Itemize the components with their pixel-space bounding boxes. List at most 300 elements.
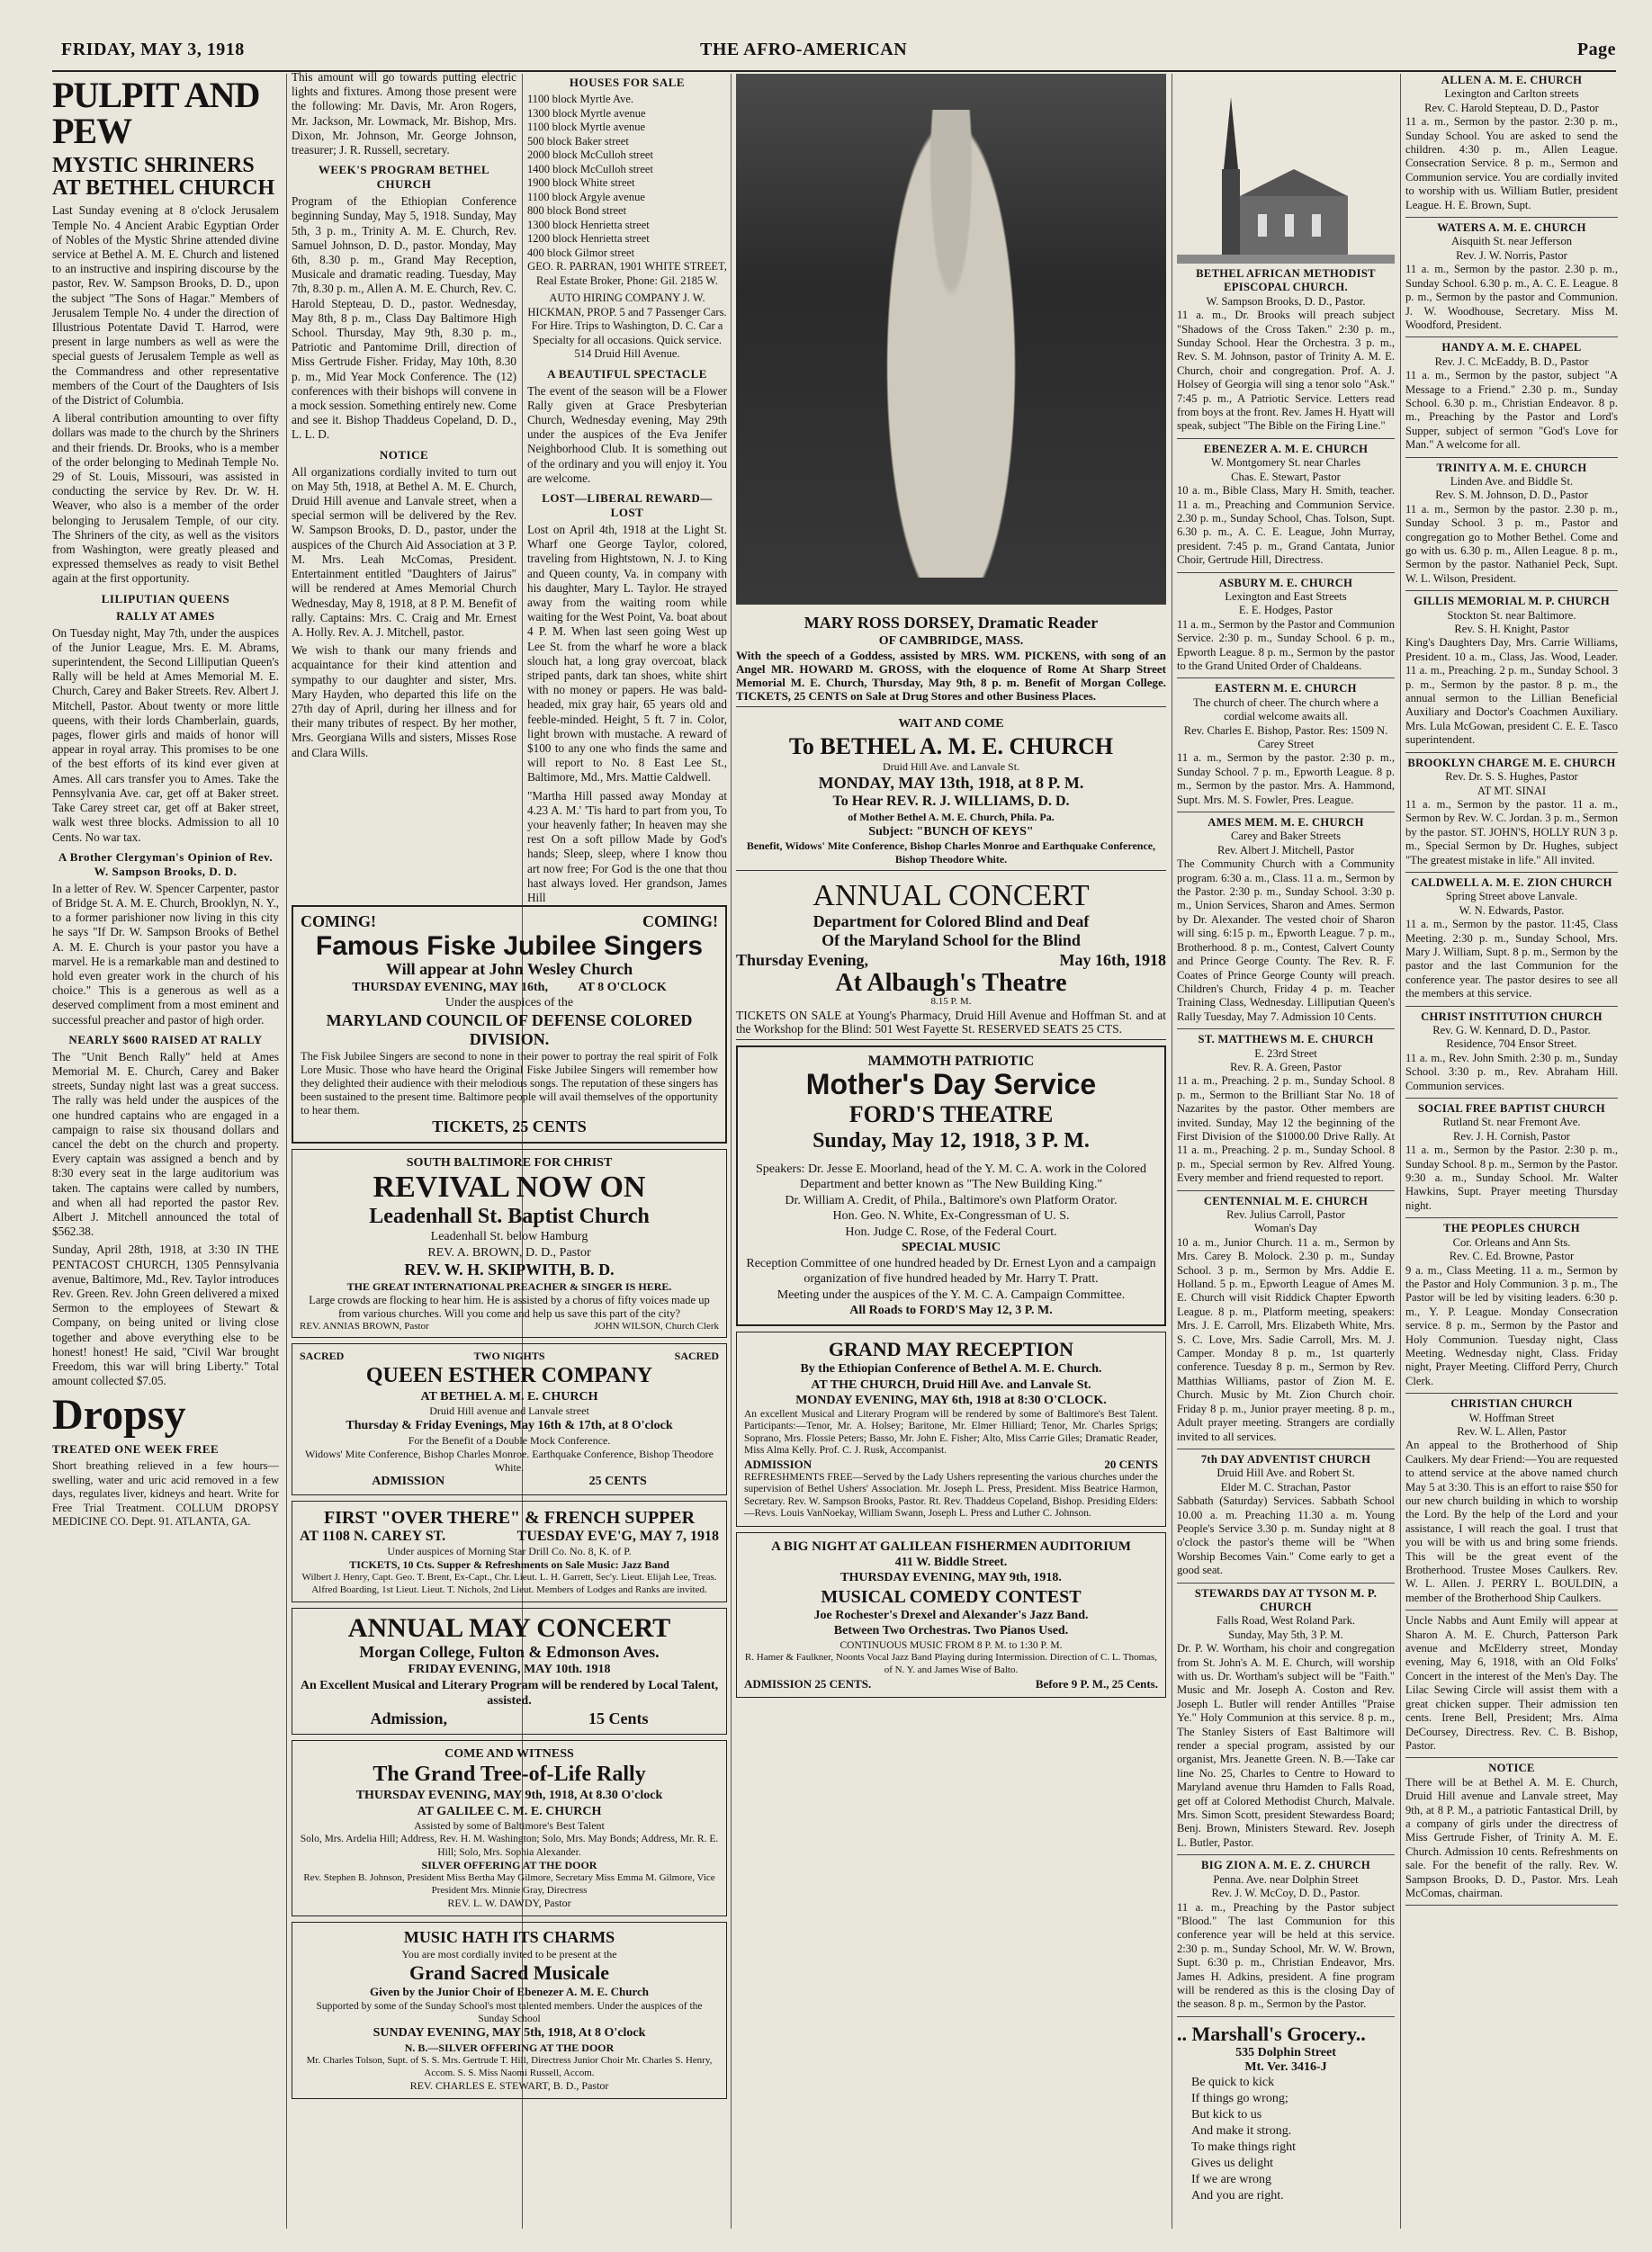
marshall-phone: Mt. Ver. 3416-J [1244, 2059, 1327, 2074]
church-pastor: Rev. R. A. Green, Pastor [1230, 1060, 1342, 1073]
church-listing [1405, 1758, 1618, 1906]
revival-preacher: REV. W. H. SKIPWITH, B. D. [404, 1261, 615, 1279]
marshall-title: .. Marshall's Grocery.. [1177, 2022, 1366, 2045]
church-body: Sabbath (Saturday) Services. Sabbath School 10.00 a. m. Preaching 11.30 a. m. Young People's Service 3.30 p. m. Sunday night at 8 o'clock the pastor's theme will be "When Worship Becomes Vain." Come early to get a good seat. [1177, 1494, 1395, 1577]
notice-para: All organizations cordially invited to turn out on May 5th, 1918, at Bethel A. M. E. Church, Druid Hill avenue and Lanvale street, when a special sermon will be delivered by the Rev. W. Sampson Brooks, D. D., pastor, under the auspices of the Church Aid Association at 3 P. M. Mrs. Leah McComas, President. Entertainment entitled "Daughters of Jairus" will be rendered at Ames Memorial Church Wednesday, May 8, 1918, at 8 P. M. Benefit of rally. Captains: Mrs. C. Craig and Mr. Ernest A. Holly. Rev. A. J. Mitchell, pastor. [292, 464, 516, 639]
mothers-title: Mother's Day Service [805, 1068, 1097, 1101]
church-address: Lexington and East Streets [1225, 589, 1347, 603]
over-there-under: Under auspices of Morning Star Drill Co. No. 8, K. of P. [387, 1544, 632, 1557]
church-pastor: E. E. Hodges, Pastor [1238, 604, 1333, 617]
week-program-para: Program of the Ethiopian Conference beginning Sunday, May 5, 1918. Sunday, May 5th, 3 p. m., Trinity A. M. E. Church, Rev. Samuel Johnson, D. D., pastor. Monday, May 6th, 8.30 p. m., Grand May Reception, Musicale and dramatic reading. Tuesday, May 7th, 8.30 p. m., Allen A. M. E. Church, Rev. C. Harold Stepteau, D. D., pastor. Wednesday, May 8th, 8 p. m., Class Day Baltimore High School. Thursday, May 9th, 8.30 p. m., Patriotic and Pantomime Drill, direction of Miss Gertrude Fisher. Friday, May 10th, 8.30 p. m., Mid Year Mock Conference. The (12) conferences with their bishops will convene in a mock session. Something entirely new. Come and see it. Bishop Thaddeus Copeland, D. D., L. L. D. [292, 194, 516, 442]
church-listing [1177, 678, 1395, 812]
marshall-grocery-ad [1177, 2023, 1395, 2204]
house-listing: 1400 block McCulloh street [527, 162, 653, 175]
church-pastor: Rev. C. Ed. Browne, Pastor [1449, 1250, 1575, 1263]
tree-assist: Assisted by some of Baltimore's Best Talent [414, 1819, 605, 1833]
blind-when-left: Thursday Evening, [736, 950, 869, 969]
church-address: Stockton St. near Baltimore. [1447, 608, 1576, 622]
church-pastor: Rev. J. W. Norris, Pastor [1456, 248, 1567, 262]
church-body: 11 a. m., Rev. John Smith. 2:30 p. m., Sunday School. 3:30 p. m., Rev. Abraham Hill. Communion services. [1405, 1051, 1618, 1092]
column-6 [1405, 70, 1618, 2225]
fiske-date: THURSDAY EVENING, MAY 16th, [352, 980, 548, 994]
tree-silver: SILVER OFFERING AT THE DOOR [421, 1858, 597, 1871]
shriners-para-1: Last Sunday evening at 8 o'clock Jerusalem Temple No. 4 Ancient Arabic Egyptian Order of Nobles of the Mystic Shrine attended divine service at Bethel A. M. E. Church and listened to an instructive and inspiring discourse by the pastor, Rev. W. Sampson Brooks, D. D., upon the subject "The Sons of Hagar." Members of Jerusalem Temple No. 4 under the direction of Illustrious Potentate David T. Harrod, were present in large numbers as well as were the special guests of Jerusalem Temple as well as the Commandress and other representative members of the Court of the Daughters of Isis of the District of Columbia. [52, 203, 279, 408]
church-pastor: W. N. Edwards, Pastor. [1459, 903, 1565, 917]
mothers-top: MAMMOTH PATRIOTIC [867, 1054, 1035, 1070]
wait-top: WAIT AND COME [898, 717, 1004, 731]
revival-pastor: REV. A. BROWN, D. D., Pastor [427, 1245, 591, 1260]
house-listing: 1100 block Argyle avenue [527, 190, 645, 203]
church-body: King's Daughters Day, Mrs. Carrie Williams, President. 10 a. m., Class, Jas. Wood, Leader. 11 a. m., Preaching. 2 p. m., Sunday School. 3 p. m., Sermon by the pastor. 8 p. m., the annual sermon to the Lillian Beneficial Auxiliary and Doctor's Coachmen Auxiliary. Mrs. Lula McGowan, president C. E. E. Tasco superintendent. [1405, 636, 1618, 747]
revival-ad [292, 1149, 727, 1338]
church-address: The church of cheer. The church where a cordial welcome awaits all. [1192, 695, 1379, 723]
church-address: Spring Street above Lanvale. [1445, 890, 1578, 903]
spectacle-para: The event of the season will be a Flower Rally given at Grace Presbyterian Church, Wednesday evening, May 29th under the auspices of the Eva Jenifer Neighborhood Club. It is something out of the ordinary and you will enjoy it. You are welcome. [527, 383, 727, 485]
musicale-ad [292, 1922, 727, 2099]
masthead-page: Page [1576, 40, 1616, 59]
church-listing [1177, 812, 1395, 1029]
galilean-addr: 411 W. Biddle Street. [894, 1555, 1008, 1569]
wait-of: of Mother Bethel A. M. E. Church, Phila. Pa. [848, 810, 1055, 823]
wait-hear: To Hear REV. R. J. WILLIAMS, D. D. [832, 794, 1070, 810]
church-listing [1405, 1099, 1618, 1218]
verse-line: If we are wrong [1191, 2172, 1272, 2186]
tree-of-life-ad [292, 1740, 727, 1917]
church-tower-illustration [1177, 70, 1395, 264]
fiske-title: Famous Fiske Jubilee Singers [315, 930, 704, 961]
church-pastor: Rev. S. H. Knight, Pastor [1454, 623, 1569, 636]
liliputian-heading: LILIPUTIAN QUEENS [101, 591, 230, 606]
opinion-para: In a letter of Rev. W. Spencer Carpenter, pastor of Bridge St. A. M. E. Church, Brooklyn, N. Y., to a former parishioner now living in this city he says "If Dr. W. Sampson Brooks of Bethel A. M. E. Church is your pastor you have a marvel. He is a remarkable man and destined to hold even greater work in the church of his choice." This is a generous as well as a deserved compliment from a most eminent and successful preacher and pastor of high order. [52, 881, 279, 1027]
shriners-heading: MYSTIC SHRINERS AT BETHEL CHURCH [52, 154, 275, 201]
marshall-addr: 535 Dolphin Street [1235, 2045, 1336, 2059]
wait-when: MONDAY, MAY 13th, 1918, at 8 P. M. [818, 773, 1084, 792]
church-body: 11 a. m., Sermon by the Pastor and Communion Service. 2:30 p. m., Sunday School. 6 p. m., Epworth League. 8 p. m., Sermon by the pastor to the Grand United Order of Chaldeans. [1177, 617, 1395, 672]
church-name: NOTICE [1488, 1762, 1535, 1775]
church-body: 11 a. m., Sermon by the pastor, subject "A Message to a Friend." 2.30 p. m., Sunday School. 6.30 p. m., Christian Endeavor. 8 p. m., Preaching by the Pastor and Lord's Supper, subject of sermon "God's Love for Man." A welcome for all. [1405, 369, 1618, 452]
esther-admission: ADMISSION [372, 1474, 445, 1488]
church-listing [1405, 591, 1618, 752]
opinion-heading: A Brother Clergyman's Opinion of Rev. W. Sampson Brooks, D. D. [58, 849, 274, 878]
church-name: CHRISTIAN CHURCH [1450, 1397, 1573, 1411]
masthead [52, 34, 1616, 72]
church-pastor: Rev. C. Harold Stepteau, D. D., Pastor [1424, 101, 1599, 114]
musicale-when: SUNDAY EVENING, MAY 5th, 1918, At 8 O'clock [373, 2026, 646, 2041]
tree-title: The Grand Tree-of-Life Rally [373, 1763, 646, 1787]
house-listing: 1300 block Henrietta street [527, 218, 650, 231]
mothers-credit: Dr. William A. Credit, of Phila., Baltimore's own Platform Orator. [785, 1193, 1118, 1207]
esther-at: AT BETHEL A. M. E. CHURCH [420, 1389, 598, 1404]
annual-may-when: FRIDAY EVENING, MAY 10th. 1918 [408, 1663, 611, 1677]
tree-at: AT GALILEE C. M. E. CHURCH [417, 1804, 602, 1818]
liliputian-subheading: RALLY AT AMES [116, 608, 215, 623]
church-name: WATERS A. M. E. CHURCH [1437, 221, 1586, 235]
church-name: AMES MEM. M. E. CHURCH [1208, 816, 1364, 830]
galilean-when: THURSDAY EVENING, MAY 9th, 1918. [840, 1571, 1062, 1585]
galilean-dir: R. Hamer & Faulkner, Noonts Vocal Jazz Band Playing during Intermission. Direction of C. L. Thomas, of N. Y. and James Wise of Balto. [744, 1652, 1158, 1675]
musicale-title: Grand Sacred Musicale [409, 1961, 610, 1985]
church-address: W. Montgomery St. near Charles [1210, 456, 1361, 470]
mothers-day-ad [736, 1045, 1166, 1326]
church-address: Rev. Dr. S. S. Hughes, Pastor [1445, 770, 1578, 784]
house-listing: 1900 block White street [527, 176, 635, 189]
church-address: Rutland St. near Fremont Ave. [1442, 1116, 1581, 1129]
reception-when: MONDAY EVENING, MAY 6th, 1918 at 8:30 O'CLOCK. [795, 1394, 1107, 1408]
church-address: Linden Ave. and Biddle St. [1450, 474, 1574, 488]
houses-list [527, 93, 727, 260]
church-listing [1177, 1584, 1395, 1856]
wait-benefit: Benefit, Widows' Mite Conference, Bishop Charles Monroe and Earthquake Conference, Bishop Theodore White. [746, 839, 1156, 866]
church-address: Rev. G. W. Kennard, D. D., Pastor. [1432, 1024, 1591, 1036]
revival-top: SOUTH BALTIMORE FOR CHRIST [406, 1156, 613, 1171]
church-listing [1405, 1610, 1618, 1758]
wait-title: To BETHEL A. M. E. CHURCH [788, 732, 1114, 759]
dorsey-name: MARY ROSS DORSEY, Dramatic Reader [804, 614, 1099, 632]
dropsy-subtitle: TREATED ONE WEEK FREE [52, 1442, 220, 1457]
church-body: 11 a. m., Sermon by the pastor. 2:30 p. m., Sunday School. 7 p. m., Epworth League. 8 p. m., Sermon by the pastor. Mrs. A. Hammond, Supt. Mrs. M. S. Fowler, Pres. League. [1177, 751, 1395, 806]
mothers-rose: Hon. Judge C. Rose, of the Federal Court. [845, 1225, 1057, 1239]
ads-column-2-3 [292, 900, 727, 2222]
church-body: 11 a. m., Dr. Brooks will preach subject "Shadows of the Cross Taken." 2:30 p. m., Sunday School. Hear the Orchestra. 3 p. m., Rev. S. M. Johnson, pastor of Trinity A. M. E. Church, choir and congregation. Prof. A. J. Holsey of Georgia will sing a tenor solo "Ask." 7:45 p. m., A Patriotic Service. Letters read from boys at the front. Rev. James H. Hyatt will speak, subject "The Bible on the Firing Line." [1177, 309, 1395, 433]
fiske-body: The Fisk Jubilee Singers are second to none in their power to portray the real spirit of Folk Lore Music. Those who have heard the Original Fiske Jubilee Singers will remember how they delighted their audience with their melodious songs. The reputation of these singers has been sustained to the present time. Baltimore people will avail themselves of the opportunity to hear them. [301, 1049, 718, 1117]
esther-ad [292, 1343, 727, 1495]
dropsy-title: Dropsy [52, 1391, 186, 1440]
church-pastor: Rev. J. H. Cornish, Pastor [1452, 1129, 1571, 1143]
church-name: TRINITY A. M. E. CHURCH [1436, 461, 1587, 474]
church-address: E. 23rd Street [1254, 1046, 1317, 1060]
church-address: Cor. Orleans and Ann Sts. [1452, 1235, 1571, 1249]
fiske-ad [292, 905, 727, 1144]
lost-para: Lost on April 4th, 1918 at the Light St. Wharf one George Taylor, colored, traveling from Hightstown, N. J. to King and Queen county, Va. in company with his daughter, Mary L. Taylor. He strayed away from the waiting room while waiting for the West Point, Va. boat about 4 P. M. When last seen going West up Lee St. from the wharf he wore a black slouch hat, a long gray overcoat, black striped pants, dark tan shoes, white shirt with no money or papers. He was bald-headed, mix gray hair, 65 years old and feeble-minded. Height, 5 ft. 7 in. Color, light brown with mustache. A reward of $100 to any one who finds the same and will report to No. 8 East Lee St., Baltimore, Md., Mrs. Mattie Caldwell. [527, 522, 727, 785]
fiske-place: Will appear at John Wesley Church [385, 960, 633, 979]
blind-body: TICKETS ON SALE at Young's Pharmacy, Druid Hill Avenue and Hoffman St. and at the Workshop for the Blind: 501 West Fayette St. RESERVED SEATS 25 CTS. [736, 1009, 1166, 1036]
reception-body: An excellent Musical and Literary Program will be rendered by some of Baltimore's Best Talent. Participants:—Tenor, Mr. A. Holsey; Baritone, Mr. Elmer Hilliard; Tenor, Mr. Charles Sprigs; Soprano, Mrs. Flossie Peters; Basso, Mr. John E. Fisher; Alto, Miss Carrie Giles; Dramatic Reader, Miss Alma Kelly. Prof. C. J. Rusk, Accompanist. [744, 1408, 1158, 1457]
mothers-when: Sunday, May 12, 1918, 3 P. M. [813, 1129, 1090, 1153]
annual-may-price: 15 Cents [588, 1709, 649, 1727]
tree-top: COME AND WITNESS [444, 1746, 574, 1761]
column-1 [52, 70, 279, 2225]
column-rule [1400, 74, 1401, 2229]
esther-top-left: SACRED [300, 1350, 345, 1363]
esther-price: 25 CENTS [588, 1474, 647, 1488]
marshall-verse [1177, 2075, 1395, 2204]
wait-addr: Druid Hill Ave. and Lanvale St. [882, 759, 1020, 773]
galilean-title: A BIG NIGHT AT GALILEAN FISHERMEN AUDITORIUM [771, 1539, 1131, 1554]
pentacost-para: Sunday, April 28th, 1918, at 3:30 IN THE PENTACOST CHURCH, 1305 Pennsylvania avenue, Baltimore, Md., Rev. Taylor introduces Rev. Green. Rev. John Green delivered a mixed Sermon to the employees of Stewart & Company, on being united or living close together and above everything else to be honest! honest! He said, "Civil War brought Freedom, this war will bring Liberty." Total amount collected $7.05. [52, 1243, 279, 1388]
annual-concert-blind-ad [736, 876, 1166, 1040]
church-listing [1405, 1007, 1618, 1099]
church-listing [1405, 873, 1618, 1007]
reception-at: AT THE CHURCH, Druid Hill Ave. and Lanvale St. [811, 1377, 1091, 1392]
church-name: THE PEOPLES CHURCH [1443, 1222, 1580, 1235]
church-pastor: Elder M. C. Strachan, Pastor [1220, 1480, 1351, 1494]
verse-line: Be quick to kick [1191, 2075, 1275, 2089]
church-body: An appeal to the Brotherhood of Ship Caulkers. My dear Friend:—You are requested to attend service at the above named church May 5 at 3:30. This is an effort to raise $50 for our new church building in which to worship the Lord. By the help of the Lord and your assistance, I will reach the goal. I trust that you will be with us and bring some friends. This will be the great event of the Brotherhood. Trustee Moses Caulkers. Rev. W. L. Allen. J. PERRY L. BOULDIN, a member of the Brotherhood Ship Caulkers. [1405, 1439, 1618, 1604]
church-body: 11 a. m., Sermon by the Pastor. 2:30 p. m., Sunday School. 8 p. m., Sermon by the Pastor. 9:30 a. m., Sunday School. Mr. Walter Hawkins, Supt. Prayer meeting Thursday night. [1405, 1144, 1618, 1212]
church-body: 10 a. m., Bible Class, Mary H. Smith, teacher. 11 a. m., Preaching and Communion Service. 2.30 p. m., Sunday School, Chas. Tolson, Supt. 6.30 p. m., A. C. E. League, John Murray, president. 7:45 p. m., Grand Cantata, Junior Choir, Gertrude Hill, Directress. [1177, 484, 1395, 567]
esther-top-right: SACRED [674, 1350, 719, 1363]
church-name: ASBURY M. E. CHURCH [1218, 576, 1353, 589]
over-there-names: Wilbert J. Henry, Capt. Geo. T. Brent, Ex-Capt., Chr. Lieut. L. H. Garrett, Sec'y. Lieut. Elijah Lee, Treas. Alfred Boarding, 1st Lieut. Lieut. T. Nichols, 2nd Lieut. Members of Lodges and Ranks are invited. [301, 1571, 717, 1595]
revival-title: REVIVAL NOW ON [373, 1170, 646, 1204]
houses-heading: HOUSES FOR SALE [569, 76, 686, 89]
liliputian-para: On Tuesday night, May 7th, under the auspices of the Junior League, Mrs. E. M. Abrams, superintendent, the Second Lilliputian Queen's Rally will be held at Ames Memorial M. E. Church, Carey and Baker Streets. Rev. Albert J. Mitchell, Pastor. About twenty or more little queens, with their lords Chamberlain, guards, pages, flower girls and maids of honor will appear in royal array. This promises to be one of the best efforts of its kind ever given at Ames. All cars transfer you to Ames. Take the Pennsylvania Ave. car, get off at Baker street. Take Carey street car, get off at Baker street, walk west three blocks. Admission to all 10 Cents. No war tax. [52, 625, 279, 844]
spectacle-heading: A BEAUTIFUL SPECTACLE [547, 366, 707, 381]
galilean-bands: Joe Rochester's Drexel and Alexander's Jazz Band. [813, 1608, 1089, 1622]
church-body: The Community Church with a Community program. 6:30 a. m., Class. 11 a. m., Sermon by the Pastor. 2:30 p. m., Sunday School. 3:30 p. m., Union Services, Sharon and Ames. Sermon by Dr. Alexander. The vested choir of Sharon will sing. 6:15 p. m., Epworth League. 7 p. m., Brotherhood. 8 p. m., Contest, Calvert County and Prince George County. The Rev. R. F. Coates of Prince George County will preach. Children's Church, Friday 4 p. m. Teacher Training Class, Wednesday. Lilliputian Queen's Rally Tuesday, May 7. Admission 10 Cents. [1177, 857, 1395, 1023]
auto-hiring-ad: AUTO HIRING COMPANY J. W. HICKMAN, PROP. 5 and 7 Passenger Cars. For Hire. Trips to Washington, D. C. Car a Specialty for all occasions. Quick service. 514 Druid Hill Avenue. [527, 292, 727, 360]
church-pastor: Rev. Charles E. Bishop, Pastor. Res: 1509 N. Carey Street [1183, 723, 1388, 750]
esther-for: For the Benefit of a Double Mock Conference. [408, 1433, 611, 1447]
church-pastor: Chas. E. Stewart, Pastor [1231, 470, 1341, 483]
lost-heading: LOST—LIBERAL REWARD—LOST [542, 490, 713, 519]
mothers-white: Hon. Geo. N. White, Ex-Congressman of U. S. [832, 1209, 1070, 1224]
dorsey-photo [736, 74, 1166, 605]
houses-agent: GEO. R. PARRAN, 1901 WHITE STREET, Real Estate Broker, Phone: Gil. 2185 W. [527, 260, 727, 287]
church-directory-5 [1177, 573, 1395, 2017]
church-listing [1177, 1191, 1395, 1449]
over-there-addr: AT 1108 N. CAREY ST. [300, 1528, 446, 1544]
blind-place: At Albaugh's Theatre [835, 968, 1067, 997]
church-listing [1177, 573, 1395, 679]
musicale-given: Given by the Junior Choir of Ebenezer A. M. E. Church [370, 1985, 649, 1999]
shriners-para-2: A liberal contribution amounting to over fifty dollars was made to the church by the Shriners and their friends. Dr. Brooks, who is a member of the order belonging to Medinah Temple No. 29 of St. Louis, Missouri, was assisted in conducting the service by Rev. Dr. W. H. Weaver, who also is a member of the order belonging to Jerusalem Temple, of our city. The Shriners of the city, as well as the visitors from Washington, were greatly pleased and expressed themselves as ready to visit Bethel again at the first opportunity. [52, 411, 279, 586]
coming-right: COMING! [642, 912, 718, 930]
church-pastor: Rev. Albert J. Mitchell, Pastor [1217, 843, 1355, 857]
esther-title: QUEEN ESTHER COMPANY [365, 1364, 653, 1388]
wait-and-come-ad [736, 713, 1166, 871]
galilean-admission: ADMISSION 25 CENTS. [744, 1676, 872, 1691]
musicale-top: MUSIC HATH ITS CHARMS [403, 1928, 615, 1947]
church-body: 11 a. m., Preaching. 2 p. m., Sunday School. 8 p. m., Sermon to the Brilliant Star No. 18 of Nazarites by the pastor. Other members are invited. Sunday, May 12 the beginning of the First Division of the $1000.00 Drive Rally. At 11 a. m., Preaching. 2 p. m., Sunday School. 8 p. m., Special sermon by Rev. Alfred Young. Every member and friend requested to report. [1177, 1074, 1395, 1185]
church-listing [1405, 337, 1618, 457]
week-program-heading: WEEK'S PROGRAM BETHEL CHURCH [318, 163, 490, 192]
house-listing: 400 block Gilmor street [527, 246, 635, 259]
house-listing: 800 block Bond street [527, 204, 627, 217]
house-listing: 1100 block Myrtle Ave. [527, 93, 634, 105]
church-body: 11 a. m., Sermon by the pastor. 11:45, Class Meeting. 2:30 p. m., Sunday School, Mrs. Mary J. William, Supt. 8 p. m., Sermon by the pastor and the last Communion for the conference year. The pastor desires to see all the members at this service. [1405, 918, 1618, 1000]
church-body: Uncle Nabbs and Aunt Emily will appear at Sharon A. M. E. Church, Patterson Park avenue and McElderry street, Monday evening, May 6, 1918, with an Old Folks' Concert in the interest of the Men's Day. The Lilac Sewing Circle will assist them with a great chicken supper. Their admission ten cents. Irene Bell, President; Mrs. Alma DeCoursey, Directress. Rev. C. B. Bishop, Pastor. [1405, 1614, 1618, 1752]
pulpit-heading: PULPIT AND PEW [52, 75, 260, 151]
church-body: There will be at Bethel A. M. E. Church, Druid Hill avenue and Lanvale street, May 9th, at 8 P. M., a patriotic Fantastical Drill, by a company of girls under the directress of Miss Gertrude Fisher, of Trinity A. M. E. Church. Admission 10 cents. Refreshments on sale. For the benefit of the rally. Rev. W. Sampson Brooks, D. D., Pastor. Mrs. Leah McComas, chairman. [1405, 1775, 1618, 1899]
church-body: 11 a. m., Sermon by the pastor. 11 a. m., Sermon by Rev. W. C. Jordan. 3 p. m., Sermon by the pastor. ST. JOHN'S, HOLLY RUN 3 p. m., Special Sermon by Dr. Hughes, subject "The greatest mistake in life." All invited. [1405, 797, 1618, 866]
galilean-cont: CONTINUOUS MUSIC FROM 8 P. M. to 1:30 P. M. [839, 1639, 1063, 1651]
church-directory-6 [1405, 70, 1618, 1906]
church-address: Rev. Julius Carroll, Pastor [1226, 1208, 1345, 1221]
verse-line: But kick to us [1191, 2107, 1262, 2122]
galilean-between: Between Two Orchestras. Two Pianos Used. [833, 1624, 1069, 1638]
reception-by: By the Ethiopian Conference of Bethel A. M. E. Church. [800, 1362, 1102, 1377]
church-body: 11 a. m., Sermon by the pastor. 2.30 p. m., Sunday School. 6.30 p. m., A. C. E. League. 8 p. m., Sermon by the pastor and Communion. J. W. Woodhouse, Secretary. Miss M. Woodford, President. [1405, 263, 1618, 331]
tree-pastor: REV. L. W. DAWDY, Pastor [447, 1897, 571, 1910]
over-there-ad [292, 1501, 727, 1603]
verse-line: To make things right [1191, 2140, 1297, 2154]
blind-dept: Department for Colored Blind and Deaf [813, 911, 1090, 930]
church-address: Aisquith St. near Jefferson [1450, 235, 1573, 248]
annual-may-body: An Excellent Musical and Literary Program will be rendered by Local Talent, assisted. [300, 1678, 719, 1709]
reception-admission: ADMISSION [744, 1457, 813, 1471]
tree-body: Solo, Mrs. Ardelia Hill; Address, Rev. H. M. Washington; Solo, Mrs. May Bonds; Address, Mr. R. E. Hill; Solo, Mrs. Sophia Alexander. [300, 1834, 719, 1858]
church-name: STEWARDS DAY AT TYSON M. P. CHURCH [1194, 1586, 1378, 1613]
church-address: Druid Hill Ave. and Robert St. [1217, 1467, 1355, 1480]
over-there-when: TUESDAY EVE'G, MAY 7, 1918 [516, 1528, 719, 1544]
verse-line: If things go wrong; [1191, 2091, 1288, 2105]
dropsy-text: Short breathing relieved in a few hours—swelling, water and uric acid removed in a few days, regulates liver, kidneys and heart. Write for Free Trial Treatment. COLLUM DROPSY MEDICINE CO. Dept. 91. ATLANTA, GA. [52, 1459, 279, 1529]
verse-line: And make it strong. [1191, 2123, 1292, 2138]
church-pastor: Sunday, May 5th, 3 P. M. [1228, 1628, 1343, 1641]
galilean-contest: MUSICAL COMEDY CONTEST [821, 1586, 1082, 1607]
house-listing: 2000 block McCulloh street [527, 148, 653, 161]
revival-tag: THE GREAT INTERNATIONAL PREACHER & SINGER IS HERE. [346, 1280, 672, 1294]
masthead-date: FRIDAY, MAY 3, 1918 [61, 40, 245, 59]
column-3 [527, 70, 727, 904]
church-name: GILLIS MEMORIAL M. P. CHURCH [1414, 595, 1610, 608]
church-body: 11 a. m., Sermon by the pastor. 2.30 p. m., Sunday School. 3 p. m., Pastor and congregation go to Mother Bethel. Come and go with us. 6.30 p. m., Allen League. 8 p. m., Sermon by the pastor. Nathaniel Peck, Supt. W. L. Wilson, President. [1405, 502, 1618, 585]
revival-right: JOHN WILSON, Church Clerk [594, 1321, 719, 1332]
blind-title: ANNUAL CONCERT [813, 879, 1090, 913]
musicale-supp: Supported by some of the Sunday School's most talented members. Under the auspices of the Sunday School [316, 2000, 703, 2025]
over-there-title: FIRST "OVER THERE" & FRENCH SUPPER [323, 1507, 696, 1528]
dorsey-ad [736, 610, 1166, 707]
house-listing: 1100 block Myrtle avenue [527, 121, 646, 133]
church-address: Rev. J. C. McEaddy, B. D., Pastor [1434, 354, 1589, 368]
church-name: BROOKLYN CHARGE M. E. CHURCH [1407, 756, 1616, 769]
church-name: BIG ZION A. M. E. Z. CHURCH [1201, 1859, 1370, 1872]
annual-may-title: ANNUAL MAY CONCERT [347, 1613, 671, 1644]
church-listing [1405, 458, 1618, 592]
church-address: W. Hoffman Street [1468, 1411, 1555, 1424]
church-listing [1405, 753, 1618, 873]
church-body: 9 a. m., Class Meeting. 11 a. m., Sermon by the Pastor and Holy Communion. 3 p. m., The Pastor will be led by visiting leaders. 6:30 p. m., Y. P. League. Monday Consecration service. 8 p. m., Sermon by the Pastor and Holy Communion. Tuesday night, Class Meeting. Wednesday night, Class. Friday night, Prayer Meeting. Clifford Perry, Church Clerk. [1405, 1263, 1618, 1387]
fiske-time: AT 8 O'CLOCK [578, 980, 667, 994]
house-listing: 500 block Baker street [527, 134, 629, 148]
blind-of: Of the Maryland School for the Blind [822, 931, 1081, 950]
musicale-pastor: REV. CHARLES E. STEWART, B. D., Pastor [409, 2079, 609, 2093]
thanks-para: We wish to thank our many friends and acquaintance for their kind attention and sympathy to our daughter and sister, Mrs. Mary Hayden, who departed this life on the 27th day of April, during her illness and for their many tributes of respect. By her mother, Mrs. Georgiana Wills and sisters, Misses Rose and Clara Wills. [292, 643, 516, 759]
musicale-silver: N. B.—SILVER OFFERING AT THE DOOR [404, 2041, 615, 2054]
church-listing [1177, 1029, 1395, 1190]
church-body: Dr. P. W. Wortham, his choir and congregation from St. John's A. M. E. Church, will worship with us. Dr. Wortham's subject will be "Faith." Music and Mr. Joseph A. Coston and Rev. Joseph L. Butler will render Antilles "Praise Ye." Holy Communion at this service. 8 p. m., The Stanley Sisters of East Baltimore will render a special program, assisted by our organist, Mrs. Jeanette Green. N. B.—Take car line No. 25, Charles to Centre to Howard to Maryland avenue thru Hamden to Falls Road, get off at Colored Methodist Church, Malvale. Mrs. Simon Scott, president Stewardess Board; Benj. Brown, Ministers Steward. Rev. Joseph L. Butler, Pastor. [1177, 1642, 1395, 1849]
church-name: CALDWELL A. M. E. ZION CHURCH [1411, 875, 1612, 889]
church-pastor: Rev. W. L. Allen, Pastor [1457, 1424, 1567, 1438]
church-pastor: W. Sampson Brooks, D. D., Pastor. [1206, 294, 1366, 308]
esther-conf: Widows' Mite Conference, Bishop Charles Monroe. Earthquake Conference, Bishop Theodore White. [304, 1447, 714, 1474]
church-address: Penna. Ave. near Dolphin Street [1213, 1872, 1359, 1886]
musicale-invite: You are most cordially invited to be present at the [401, 1948, 617, 1961]
church-listing [1405, 70, 1618, 218]
church-body: 10 a. m., Junior Church. 11 a. m., Sermon by Mrs. Carey B. Molock. 2.30 p. m., Sunday School. 3 p. m., Sermon by Mrs. Addie E. Holland. 5 p. m., Epworth League of Ames M. E. Church will visit Riddick Chapter Epworth League. 8 p. m., Platform meeting, speakers: Mrs. J. E. Carroll, Mrs. Elizabeth White, Mrs. S. C. Love, Mrs. Sadie Carroll, Mrs. M. J. Camper. Monday 8 p. m., 1st quarterly conference. Tuesday 8 p. m., Sermon by Rev. Matthias Williams, pastor of Zion M. E. Church. Music by Mt. Zion Church choir. Friday 8 p. m., Junior prayer meeting. 8 p. m., Adult prayer meeting. Strangers are cordially invited to all services. [1177, 1235, 1395, 1443]
verse-line: And you are right. [1191, 2188, 1284, 2203]
revival-addr: Leadenhall St. below Hamburg [430, 1230, 588, 1244]
church-pastor: Rev. J. W. McCoy, D. D., Pastor. [1211, 1887, 1360, 1900]
church-name: ALLEN A. M. E. CHURCH [1441, 74, 1583, 86]
mothers-roads: All Roads to FORD'S May 12, 3 P. M. [849, 1304, 1053, 1318]
rally-heading: NEARLY $600 RAISED AT RALLY [68, 1032, 263, 1046]
verse-line: Gives us delight [1191, 2156, 1273, 2170]
church-address: Carey and Baker Streets [1230, 830, 1342, 843]
church-pastor: AT MT. SINAI [1477, 784, 1547, 797]
house-listing: 1300 block Myrtle avenue [527, 106, 646, 120]
church-name: CHRIST INSTITUTION CHURCH [1421, 1009, 1603, 1023]
annual-may-concert-ad [292, 1608, 727, 1735]
column-5 [1177, 70, 1395, 2225]
revival-church: Leadenhall St. Baptist Church [369, 1204, 650, 1228]
church-address: Lexington and Carlton streets [1444, 87, 1579, 101]
notice-heading: NOTICE [379, 447, 429, 462]
esther-top-center: TWO NIGHTS [473, 1350, 545, 1363]
mothers-reception: Reception Committee of one hundred headed by Dr. Ernest Lyon and a campaign organization of five hundred headed by Mr. Harry T. Pratt. [746, 1256, 1156, 1287]
musicale-names: Mr. Charles Tolson, Supt. of S. S. Mrs. Gertrude T. Hill, Directress Junior Choir Mr. Charles S. Henry, Accom. S. S. Miss Naomi Russell, Accom. [306, 2054, 713, 2078]
church-pastor: Residence, 704 Ensor Street. [1446, 1037, 1577, 1051]
portrait-figure [884, 110, 1019, 578]
church-listing [1177, 1855, 1395, 2016]
dorsey-body: With the speech of a Goddess, assisted by MRS. WM. PICKENS, with song of an Angel MR. HOWARD M. GROSS, with the eloquence of Rome At Sharp Street Memorial M. E. Church, Thursday, May 9th, 8 p. m. Benefit of Morgan College. TICKETS, 25 CENTS on Sale at Drug Stores and other Business Places. [736, 649, 1166, 704]
masthead-title: THE AFRO-AMERICAN [700, 40, 908, 59]
blind-when-right: May 16th, 1918 [1059, 950, 1166, 969]
column-rule [286, 74, 287, 2229]
church-listing [1177, 1449, 1395, 1584]
rally-para: The "Unit Bench Rally" held at Ames Memorial M. E. Church, Carey and Baker streets, Sunday night last was a great success. The rally was held under the auspices of the one hundred captains who are engaged in a campaign to raise six thousand dollars and cancel the debt on the church and property. Every captain was assigned a bench and by 8:30 every seat in the large auditorium was taken. The captains were called by numbers, and when all had reported the pastor Rev. Albert J. Mitchell announced the total of $562.38. [52, 1049, 279, 1239]
church-listing [1177, 439, 1395, 573]
church-listing [1405, 1218, 1618, 1394]
reception-price: 20 CENTS [1104, 1457, 1158, 1471]
church-name: 7th DAY ADVENTIST CHURCH [1200, 1452, 1371, 1466]
blind-time: 8.15 P. M. [930, 996, 972, 1008]
coming-left: COMING! [301, 912, 376, 930]
church-pastor: Woman's Day [1253, 1222, 1318, 1235]
column-4 [736, 70, 1166, 2225]
esther-addr: Druid Hill avenue and Lanvale street [429, 1404, 589, 1418]
church-listing [1405, 1394, 1618, 1610]
annual-may-place: Morgan College, Fulton & Edmonson Aves. [359, 1642, 660, 1661]
church-body: 11 a. m., Preaching by the Pastor subject "Blood." The last Communion for this conference year will be held at this service. 2:30 p. m., Sunday School, Mr. W. W. Brown, Supt. 6:30 p. m., Christian Endeavor, Mrs. James H. Adkins, president. A fine program will be rendered as this is the closing Day of the season. 8 p. m., Sermon by the Pastor. [1177, 1900, 1395, 2011]
church-name: EBENEZER A. M. E. CHURCH [1203, 442, 1369, 455]
dorsey-from: OF CAMBRIDGE, MASS. [878, 633, 1024, 648]
wait-subject: Subject: "BUNCH OF KEYS" [868, 824, 1034, 839]
tree-when: THURSDAY EVENING, MAY 9th, 1918, At 8.30 O'clock [355, 1789, 663, 1803]
church-body: 11 a. m., Sermon by the pastor. 2:30 p. m., Sunday School. You are asked to send the children. 4:30 p. m., Allen League. Consecration Service. 8 p. m., Sermon and Communion service. You are cordially invited to worship with us. William Butler, president League. H. E. Brown, Supt. [1405, 115, 1618, 211]
fiske-tickets: TICKETS, 25 CENTS [432, 1117, 587, 1135]
mothers-place: FORD'S THEATRE [848, 1100, 1054, 1127]
reception-refresh: REFRESHMENTS FREE—Served by the Lady Ushers representing the various churches under the supervision of Bethel Ushers' Association. Mr. Joseph L. Press, President. Miss Beatrice Harmon, Secretary. Rev. W. Sampson Brooks, Pastor. Rt. Rev. Thaddeus Copeland, Bishop. Presiding Elders:—Revs. Louis VanNoekay, William Swann, Joseph L. Press and Luther C. Johnson. [744, 1471, 1158, 1520]
church-name: BETHEL AFRICAN METHODIST EPISCOPAL CHURCH. [1196, 267, 1376, 294]
annual-may-admission: Admission, [370, 1709, 448, 1727]
reception-title: GRAND MAY RECEPTION [828, 1337, 1074, 1360]
revival-left: REV. ANNIAS BROWN, Pastor [300, 1321, 429, 1332]
memorial-poem: "Martha Hill passed away Monday at 4.23 A. M.' 'Tis hard to part from you, To your heavenly father; In heaven may she rest On a soft pillow Made by God's hands; Sleep, sleep, where I know thou art now free; For God is the one that thou hast always loved. Her grandson, James Hill [527, 788, 727, 904]
church-name: HANDY A. M. E. CHAPEL [1441, 341, 1582, 354]
over-there-tickets: TICKETS, 10 Cts. Supper & Refreshments on Sale Music: Jazz Band [349, 1557, 669, 1571]
mothers-speakers: Speakers: Dr. Jesse E. Moorland, head of the Y. M. C. A. work in the Colored Department and better known as "The New Building King." [756, 1162, 1146, 1192]
galilean-before: Before 9 P. M., 25 Cents. [1035, 1676, 1158, 1691]
church-address: Falls Road, West Roland Park. [1216, 1614, 1356, 1628]
church-name: EASTERN M. E. CHURCH [1215, 682, 1357, 695]
esther-when: Thursday & Friday Evenings, May 16th & 17th, at 8 O'clock [346, 1419, 673, 1433]
fiske-org: MARYLAND COUNCIL OF DEFENSE COLORED DIVISION. [326, 1010, 693, 1049]
column-2 [292, 70, 516, 880]
church-name: SOCIAL FREE BAPTIST CHURCH [1417, 1102, 1606, 1116]
tree-names: Rev. Stephen B. Johnson, President Miss Bertha May Gilmore, Secretary Miss Emma M. Gilmore, Vice President Mrs. Minnie Gray, Directress [303, 1871, 715, 1896]
house-listing: 1200 block Henrietta street [527, 232, 650, 245]
church-listing [1177, 264, 1395, 439]
mothers-music: SPECIAL MUSIC [901, 1241, 1001, 1255]
church-name: CENTENNIAL M. E. CHURCH [1203, 1194, 1369, 1207]
church-name: ST. MATTHEWS M. E. CHURCH [1198, 1033, 1374, 1046]
church-pastor: Rev. S. M. Johnson, D. D., Pastor [1435, 489, 1588, 502]
church-steeple-icon [1177, 70, 1395, 264]
revival-body: Large crowds are flocking to hear him. He is assisted by a chorus of fifty voices made up from various churches. Will you come and help us save this part of the city? [309, 1294, 710, 1321]
mothers-meeting: Meeting under the auspices of the Y. M. C. A. Campaign Committee. [777, 1287, 1126, 1302]
